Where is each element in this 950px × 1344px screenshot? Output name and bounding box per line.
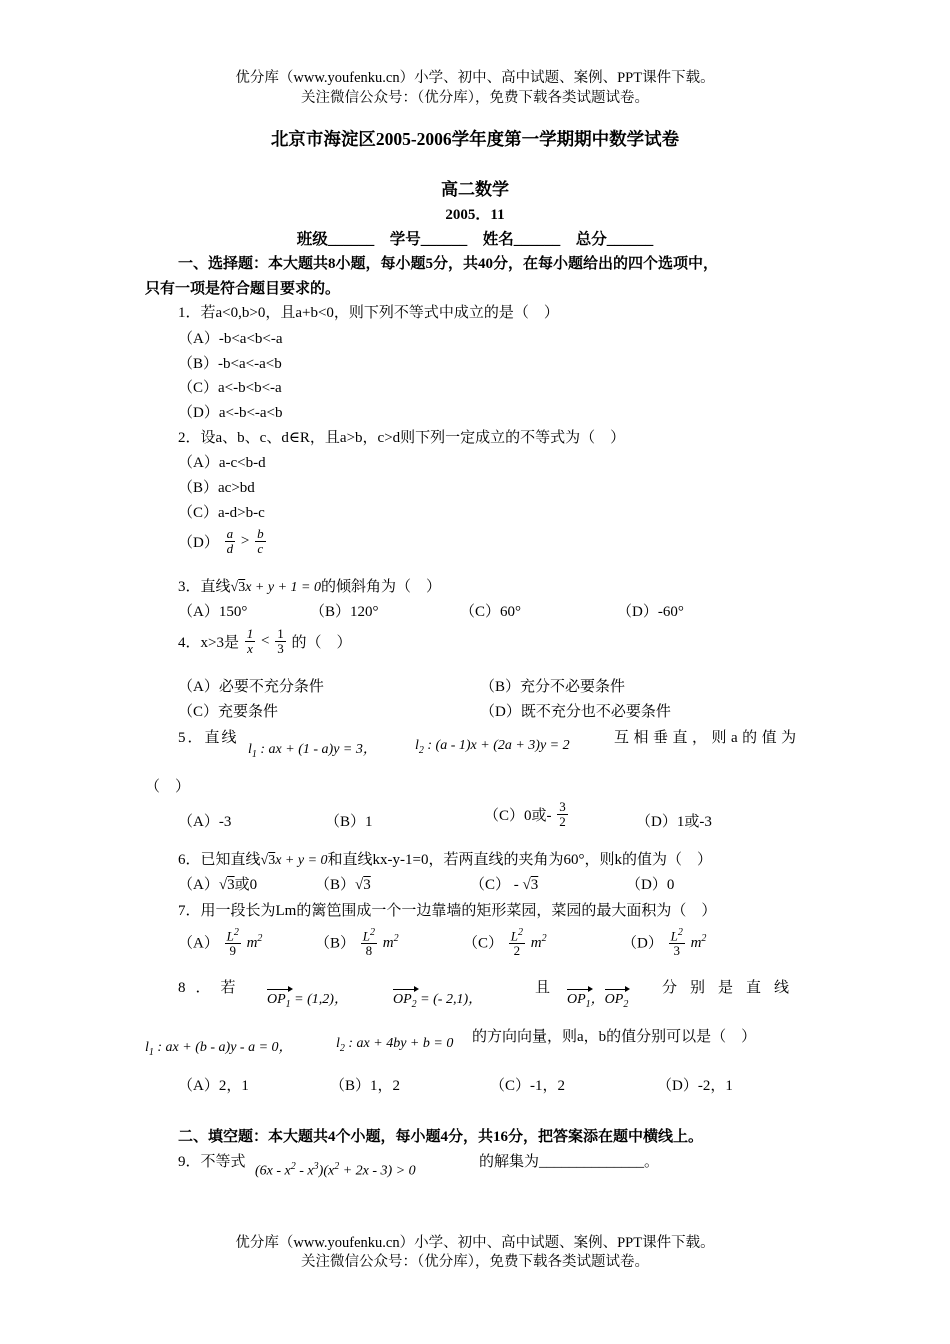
q9-stem-pre: 9．不等式	[178, 1154, 246, 1170]
q8-option-c: （C）-1，2	[490, 1078, 566, 1094]
q6-option-d: （D）0	[626, 877, 675, 893]
page-title: 北京市海淀区2005-2006学年度第一学期期中数学试卷	[270, 129, 680, 149]
q8-vector-op2: $OP_2$ = (- 2,1)，	[393, 992, 483, 1010]
header-line-1: 优分库（www.youfenku.cn）小学、初中、高中试题、案例、PPT课件下载。	[235, 70, 715, 86]
q6-option-c: （C） - √3	[470, 877, 539, 893]
q3-option-d: （D）-60°	[617, 604, 684, 620]
q1-option-d: （D）a<-b<-a<b	[178, 405, 283, 421]
q2-stem: 2．设a、b、c、d∈R，且a>b，c>d则下列一定成立的不等式为（ ）	[178, 430, 626, 446]
q3-option-b: （B）120°	[310, 604, 379, 620]
q6-option-a: （A）√3或0	[178, 877, 258, 893]
q7-option-a: （A） $\frac{L^2}{9}$ $m^2$	[178, 927, 263, 959]
exam-date: 2005．11	[445, 207, 505, 223]
q8-vectors: $OP_1$，$OP_2$	[567, 992, 629, 1010]
student-info-line: 班级______ 学号______ 姓名______ 总分______	[296, 231, 654, 248]
fraction-3-over-2: $\frac{3}{2}$	[559, 799, 566, 829]
q3-option-c: （C）60°	[460, 604, 522, 620]
q8-option-d: （D）-2，1	[657, 1078, 733, 1094]
page-subtitle: 高二数学	[441, 180, 509, 199]
q8-line-l2: $l_2$ : ax + 4by + b = 0	[336, 1036, 454, 1054]
q2-option-d: （D） $\frac{a}{d}$ > $\frac{b}{c}$	[178, 526, 264, 556]
q5-answer-paren: （ ）	[145, 779, 191, 795]
q5-line-l1: $l_1$ : ax + (1 - a)y = 3，	[248, 742, 377, 760]
q9-inequality: $(6x - x^2 - x^3)(x^2 + 2x - 3) > 0$	[255, 1161, 416, 1179]
q4-option-a: （A）必要不充分条件	[178, 679, 324, 695]
q2-option-a: （A）a-c<b-d	[178, 455, 266, 471]
q8-option-a: （A）2，1	[178, 1078, 249, 1094]
q2-option-c: （C）a-d>b-c	[178, 505, 265, 521]
q5-option-d: （D）1或-3	[636, 814, 712, 830]
q1-option-a: （A）-b<a<b<-a	[178, 331, 283, 347]
q2-option-b: （B）ac>bd	[178, 480, 255, 496]
q5-option-a: （A）-3	[178, 814, 232, 830]
q4-option-b: （B）充分不必要条件	[480, 679, 626, 695]
q6-option-b: （B）√3	[315, 877, 371, 893]
q4-option-c: （C）充要条件	[178, 704, 279, 720]
section-1-heading: 一、选择题：本大题共8小题，每小题5分，共40分，在每小题给出的四个选项中，	[178, 256, 719, 272]
q5-stem-pre: 5．直线	[178, 730, 239, 746]
q5-line-l2: $l_2$ : (a - 1)x + (2a + 3)y = 2	[415, 738, 570, 756]
fraction-a-over-d: $\frac{a}{d}$	[226, 526, 234, 556]
q5-stem-post: 互相垂直，则a的值为	[614, 730, 801, 746]
q8-vector-op1: $OP_1 = (1,2)$，	[267, 992, 348, 1010]
q6-stem: 6．已知直线√3x + y = 0和直线kx-y-1=0，若两直线的夹角为60°，则k的值为（ ）	[178, 852, 712, 868]
q8-post2: 的方向向量，则a，b的值分别可以是（ ）	[472, 1029, 757, 1045]
section-2-heading: 二、填空题：本大题共4个小题，每小题4分，共16分，把答案添在题中横线上。	[178, 1129, 704, 1145]
q3-equation: √3x + y + 1 = 0	[230, 580, 321, 595]
q3-option-a: （A）150°	[178, 604, 248, 620]
fraction-1-over-x: $\frac{1}{x}$	[246, 626, 254, 656]
fraction-1-over-3: $\frac{1}{3}$	[277, 626, 284, 656]
q4-option-d: （D）既不充分也不必要条件	[480, 704, 671, 720]
q6-equation: √3x + y = 0	[260, 853, 328, 868]
q7-stem: 7．用一段长为Lm的篱笆围成一个一边靠墙的矩形菜园，菜园的最大面积为（ ）	[178, 903, 717, 919]
q7-option-b: （B） $\frac{L^2}{8}$ $m^2$	[315, 927, 399, 959]
q5-option-b: （B）1	[325, 814, 373, 830]
q4-stem: 4．x>3是 $\frac{1}{x}$ < $\frac{1}{3}$ 的（ ）	[178, 626, 352, 656]
q7-option-c: （C） $\frac{L^2}{2}$ $m^2$	[463, 927, 547, 959]
q8-num: 8．若	[178, 980, 246, 996]
q1-stem: 1．若a<0,b>0，且a+b<0，则下列不等式中成立的是（ ）	[178, 305, 559, 321]
q8-post1: 分别是直线	[662, 980, 803, 996]
q9-stem-post: 的解集为______________。	[479, 1154, 660, 1170]
footer-line-2: 关注微信公众号：（优分库），免费下载各类试题试卷。	[301, 1254, 649, 1270]
q1-option-b: （B）-b<a<-a<b	[178, 356, 282, 372]
q1-option-c: （C）a<-b<b<-a	[178, 380, 282, 396]
q3-stem: 3．直线√3x + y + 1 = 0的倾斜角为（ ）	[178, 579, 441, 595]
fraction-b-over-c: $\frac{b}{c}$	[257, 526, 264, 556]
header-line-2: 关注微信公众号：（优分库），免费下载各类试题试卷。	[301, 90, 649, 106]
q5-option-c: （C）0或- $\frac{3}{2}$	[484, 799, 566, 829]
q8-and: 且	[535, 980, 551, 996]
q7-option-d: （D） $\frac{L^2}{3}$ $m^2$	[622, 927, 707, 959]
section-1-heading-cont: 只有一项是符合题目要求的。	[145, 281, 341, 297]
q8-option-b: （B）1，2	[330, 1078, 401, 1094]
footer-line-1: 优分库（www.youfenku.cn）小学、初中、高中试题、案例、PPT课件下载。	[235, 1235, 715, 1251]
q8-line-l1: $l_1$ : ax + (b - a)y - a = 0，	[145, 1040, 293, 1058]
